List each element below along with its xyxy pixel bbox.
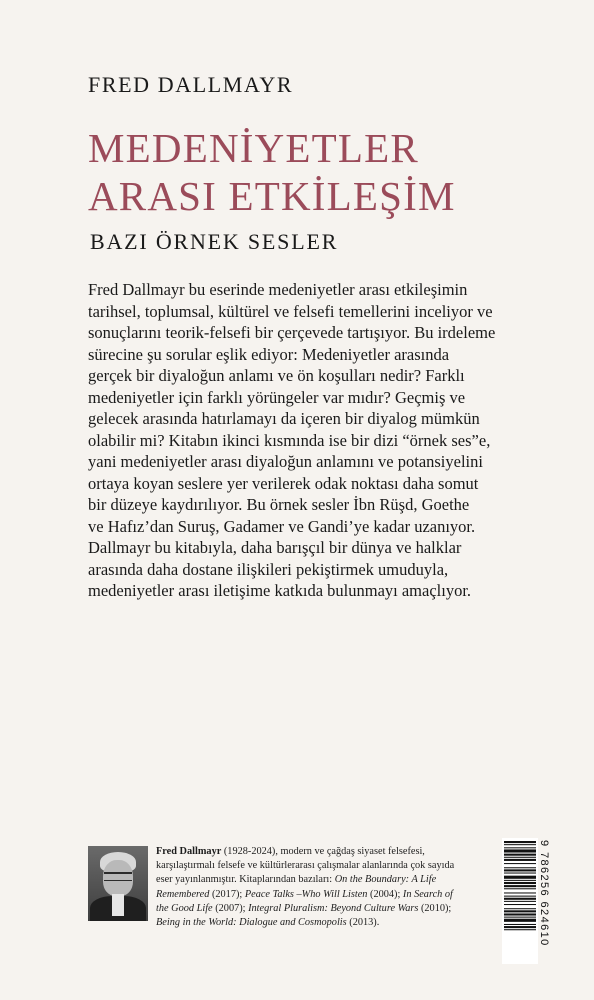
- barcode-bar: [504, 849, 536, 852]
- bio-text: (2013).: [346, 917, 380, 929]
- author-name: FRED DALLMAYR: [88, 72, 294, 97]
- barcode-bar: [504, 892, 536, 893]
- bio-text: (2017);: [209, 888, 245, 900]
- bio-text: (2010);: [418, 902, 452, 914]
- blurb-line: sürecine şu sorular eşlik ediyor: Medeniyetler arasında: [88, 344, 450, 364]
- title-line-2: ARASI ETKİLEŞİM: [88, 173, 456, 219]
- bio-text: eser yayınlanmıştır. Kitaplarından bazıları:: [156, 874, 335, 886]
- photo-collar: [112, 894, 124, 916]
- barcode-bar: [504, 901, 536, 902]
- barcode-bar: [504, 867, 536, 868]
- blurb-line: gelecek arasında hatırlamayı da içeren bir diyalog mümkün: [88, 409, 480, 428]
- barcode-bar: [504, 857, 536, 858]
- barcode-bar: [504, 910, 536, 912]
- bio-line: [156, 873, 474, 887]
- barcode-bar: [504, 873, 536, 874]
- book-subtitle: BAZI ÖRNEK SESLER: [90, 229, 339, 254]
- bio-line: karşılaştırmalı felsefe ve kültürlerarası çalışmalar alanlarında çok sayıda: [156, 860, 455, 872]
- blurb-line: sonuçlarını teorik-felsefi bir çerçevede tartışıyor. Bu irdeleme: [88, 323, 496, 342]
- blurb-line: bir düzeye kaydırılıyor. Bu örnek sesler İbn Rüşd, Goethe: [88, 495, 470, 514]
- photo-glasses: [104, 872, 132, 881]
- blurb-text: [88, 279, 518, 602]
- barcode-bar: [504, 888, 536, 889]
- blurb-line: Dallmayr bu kitabıyla, daha barışçıl bir dünya ve halklar: [88, 538, 462, 557]
- bio-book-title: Integral Pluralism: Beyond Culture Wars: [248, 902, 419, 914]
- bio-text: (2007);: [212, 902, 249, 914]
- barcode-bar: [504, 929, 536, 930]
- barcode-bar: [504, 859, 536, 861]
- isbn-number: [538, 840, 552, 964]
- barcode-bar: [504, 919, 536, 922]
- barcode-bar: [504, 917, 536, 918]
- barcode-bar: [504, 863, 536, 864]
- bio-book-title: On the Boundary: A Life: [334, 874, 437, 886]
- barcode: [502, 838, 538, 964]
- barcode-bar: [504, 880, 536, 881]
- barcode-bar: [504, 926, 536, 928]
- bio-book-title: In Search of: [402, 888, 453, 900]
- bio-line: [156, 916, 474, 930]
- book-title: [88, 124, 456, 220]
- barcode-bar: [504, 854, 536, 856]
- bio-line: [156, 888, 474, 902]
- bio-book-title: Peace Talks –Who Will Listen: [244, 888, 368, 900]
- barcode-bar: [504, 869, 536, 871]
- barcode-bar: [504, 904, 536, 905]
- bio-book-title: Being in the World: Dialogue and Cosmopolis: [156, 917, 347, 929]
- blurb-line: tarihsel, toplumsal, kültürel ve felsefi temellerini inceliyor ve: [88, 301, 493, 321]
- barcode-bar: [504, 898, 536, 900]
- bio-book-title: the Good Life: [156, 902, 213, 914]
- bio-line: [156, 902, 474, 916]
- barcode-bar: [504, 876, 536, 879]
- blurb-line: arasında daha dostane ilişkileri pekiştirmek umuduyla,: [88, 559, 449, 579]
- barcode-bar: [504, 908, 536, 909]
- bio-book-title: Remembered: [156, 888, 210, 900]
- barcode-bar: [504, 896, 536, 897]
- blurb-line: ortaya koyan seslere yer verilerek odak noktası daha somut: [88, 473, 479, 493]
- barcode-bar: [504, 882, 536, 884]
- barcode-bar: [504, 913, 536, 915]
- barcode-bar: [504, 844, 536, 845]
- bio-line: [156, 845, 474, 859]
- blurb-line: medeniyetler arası iletişime katkıda bulunmayı amaçlıyor.: [88, 581, 472, 600]
- barcode-bar: [504, 847, 536, 848]
- author-bio: [156, 845, 474, 930]
- blurb-line: yani medeniyetler arası diyaloğun anlamını ve potansiyelini: [88, 452, 483, 471]
- isbn-text: 9 786256 624610: [538, 840, 550, 947]
- blurb-line: medeniyetler için farklı yörüngeler var mıdır? Geçmiş ve: [88, 387, 466, 407]
- title-line-1: MEDENİYETLER: [88, 125, 419, 171]
- author-photo: [88, 846, 148, 921]
- barcode-bars: [502, 838, 538, 964]
- bio-text: (2004);: [367, 888, 403, 900]
- bio-text: (1928-2024), modern ve çağdaş siyaset felsefesi,: [221, 846, 425, 857]
- blurb-line: Fred Dallmayr bu eserinde medeniyetler arası etkileşimin: [88, 280, 468, 299]
- blurb-line: olabilir mi? Kitabın ikinci kısmında ise bir dizi “örnek ses”e,: [88, 430, 491, 450]
- barcode-bar: [504, 924, 536, 925]
- barcode-bar: [504, 841, 536, 843]
- blurb-line: ve Hafız’dan Suruş, Gadamer ve Gandi’ye kadar uzanıyor.: [88, 516, 476, 536]
- blurb-line: gerçek bir diyaloğun anlamı ve ön koşulları nedir? Farklı: [88, 366, 465, 385]
- bio-author-name: Fred Dallmayr: [156, 846, 222, 857]
- barcode-bar: [504, 885, 536, 887]
